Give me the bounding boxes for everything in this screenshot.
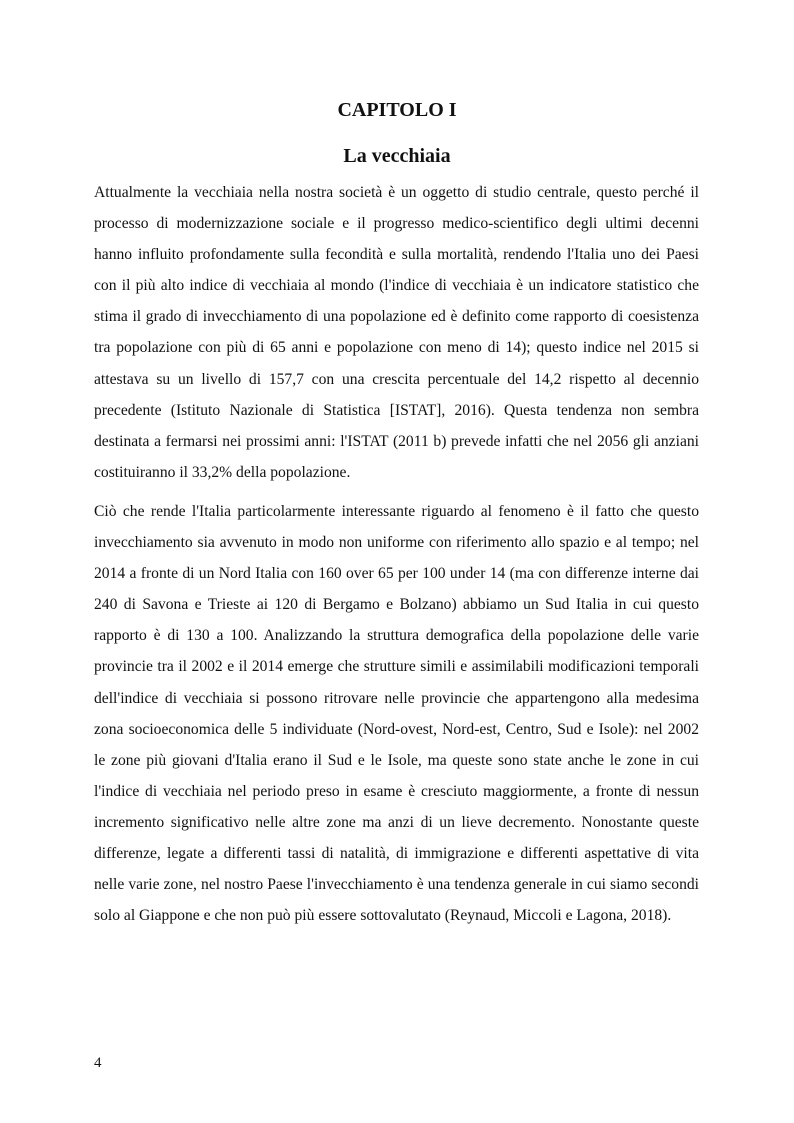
chapter-title-heading: La vecchiaia: [343, 145, 451, 167]
body-paragraph: Ciò che rende l'Italia particolarmente interessante riguardo al fenomeno è il fatto che questo invecchiamento sia avvenuto in modo non uniforme con riferimento allo spazio e al tempo; nel 2014 a fronte di un Nord Italia con 160 over 65 per 100 under 14 (ma con differenze interne dai 240 di Savona e Trieste ai 120 di Bergamo e Bolzano) abbiamo un Sud Italia in cui questo rapporto è di 130 a 100. Analizzando la struttura demografica della popolazione delle varie provincie tra il 2002 e il 2014 emerge che strutture simili e assimilabili modificazioni temporali dell'indice di vecchiaia si possono ritrovare nelle provincie che appartengono alla medesima zona socioeconomica delle 5 individuate (Nord-ovest, Nord-est, Centro, Sud e Isole): nel 2002 le zone più giovani d'Italia erano il Sud e le Isole, ma queste sono state anche le zone in cui l'indice di vecchiaia nel periodo preso in esame è cresciuto maggiormente, a fronte di nessun incremento significativo nelle altre zone ma anzi di un lieve decremento. Nonostante queste differenze, legate a differenti tassi di natalità, di immigrazione e differenti aspettative di vita nelle varie zone, nel nostro Paese l'invecchiamento è una tendenza generale in cui siamo secondi solo al Giappone e che non può più essere sottovalutato (Reynaud, Miccoli e Lagona, 2018).: [94, 502, 699, 925]
chapter-body: [94, 177, 699, 939]
chapter-number-heading: CAPITOLO I: [337, 99, 457, 121]
body-paragraph: Attualmente la vecchiaia nella nostra società è un oggetto di studio centrale, questo perché il processo di modernizzazione sociale e il progresso medico-scientifico degli ultimi decenni hanno influito profondamente sulla fecondità e sulla mortalità, rendendo l'Italia uno dei Paesi con il più alto indice di vecchiaia al mondo (l'indice di vecchiaia è un indicatore statistico che stima il grado di invecchiamento di una popolazione ed è definito come rapporto di coesistenza tra popolazione con più di 65 anni e popolazione con meno di 14); questo indice nel 2015 si attestava su un livello di 157,7 con una crescita percentuale del 14,2 rispetto al decennio precedente (Istituto Nazionale di Statistica [ISTAT], 2016). Questa tendenza non sembra destinata a fermarsi nei prossimi anni: l'ISTAT (2011 b) prevede infatti che nel 2056 gli anziani costituiranno il 33,2% della popolazione.: [94, 184, 699, 481]
page-number: 4: [94, 1055, 102, 1071]
